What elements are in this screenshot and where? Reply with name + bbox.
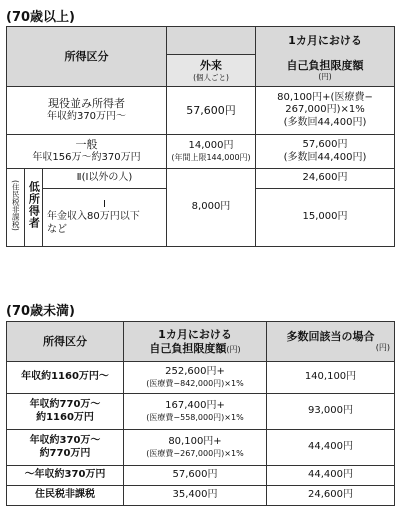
low-income-side-small [7,169,25,247]
row2-2-limit [124,394,267,430]
header-monthly-limit: 1カ月における [256,27,395,55]
row2-2-label-2: 約1160万円 [36,411,94,423]
row-general-outpatient-value: 14,000円 [188,140,234,152]
low-income-1-label [43,189,167,247]
row-active-sub: 年収約370万円〜 [46,111,127,123]
row2-2-limit-1: 167,400円+ [165,400,225,412]
row-active-label [7,87,167,135]
row-general-limit [256,135,395,169]
header-unit: (円) [318,72,332,82]
row-active-limit-1: 80,100円+(医療費− [277,91,373,103]
header-monthly-limit-2-label: 自己負担限度額 [286,58,364,72]
low-income-side-label [25,169,43,247]
row2-4-multiple: 44,400円 [267,466,395,486]
row2-3-label-2: 約770万円 [39,447,91,459]
header-outpatient [167,55,256,87]
header-category: 所得区分 [7,27,167,87]
header2-multiple-label: 多数回該当の場合 [286,329,375,343]
header-monthly-limit-2 [256,55,395,87]
row2-2-label [7,394,124,430]
header2-unit2: (円) [375,343,390,353]
row-active-limit-3: (多数回44,400円) [283,116,367,128]
header-outpatient-note: (個人ごと) [193,72,229,82]
header-blank [167,27,256,55]
row2-5-limit: 35,400円 [124,486,267,506]
header2-monthly-limit-1: 1カ月における [158,327,232,341]
row2-3-label [7,430,124,466]
row2-1-limit-1: 252,600円+ [165,366,225,378]
low-income-side-label-text: 低所得者 [27,181,41,229]
row2-3-multiple: 44,400円 [267,430,395,466]
low-income-1-roman: Ⅰ [103,198,106,210]
row2-5-label: 住民税非課税 [7,486,124,506]
row2-3-label-1: 年収約370万〜 [29,435,101,446]
header2-multiple [267,322,395,362]
table-over-70 [6,26,395,247]
row-active-title: 現役並み所得者 [48,97,125,111]
row2-1-limit-2: (医療費−842,000円)×1% [146,378,244,388]
row2-3-limit-1: 80,100円+ [168,436,222,448]
header2-monthly-limit [124,322,267,362]
row-general-outpatient-note: (年間上限144,000円) [171,152,251,162]
header2-unit: (円) [226,344,241,354]
row2-5-multiple: 24,600円 [267,486,395,506]
row2-4-limit: 57,600円 [124,466,267,486]
row-general-sub: 年収156万〜約370万円 [32,152,141,164]
row-active-outpatient: 57,600円 [167,87,256,135]
low-income-side-small-text: (住民税非課税) [11,179,21,231]
low-income-1-text: 年金収入80万円以下 [47,211,140,223]
header-outpatient-label: 外来 [200,58,222,72]
row-general-label [7,135,167,169]
row-general-limit-2: (多数回44,400円) [283,151,367,163]
low-income-2-label: Ⅱ(Ⅰ以外の人) [43,169,167,189]
section-title-over-70: (70歳以上) [6,10,75,25]
section-title-under-70: (70歳未満) [6,304,75,319]
low-income-1-limit: 15,000円 [256,189,395,247]
low-income-outpatient: 8,000円 [167,169,256,247]
table-under-70 [6,321,395,506]
row2-3-limit-2: (医療費−267,000円)×1% [146,448,244,458]
low-income-2-limit: 24,600円 [256,169,395,189]
low-income-1-text-2: など [47,223,67,235]
row2-3-limit [124,430,267,466]
header2-category: 所得区分 [7,322,124,362]
row2-2-limit-2: (医療費−558,000円)×1% [146,412,244,422]
row2-2-multiple: 93,000円 [267,394,395,430]
row2-1-label: 年収約1160万円〜 [7,362,124,394]
row-general-title: 一般 [75,138,98,152]
row2-2-label-1: 年収約770万〜 [29,399,101,410]
row2-1-multiple: 140,100円 [267,362,395,394]
row-general-outpatient [167,135,256,169]
row-active-limit [256,87,395,135]
header2-monthly-limit-2: 自己負担限度額 [149,341,227,355]
row2-4-label: 〜年収約370万円 [7,466,124,486]
row2-1-limit [124,362,267,394]
row-active-limit-2: 267,000円)×1% [285,104,365,116]
row-general-limit-1: 57,600円 [302,139,348,150]
